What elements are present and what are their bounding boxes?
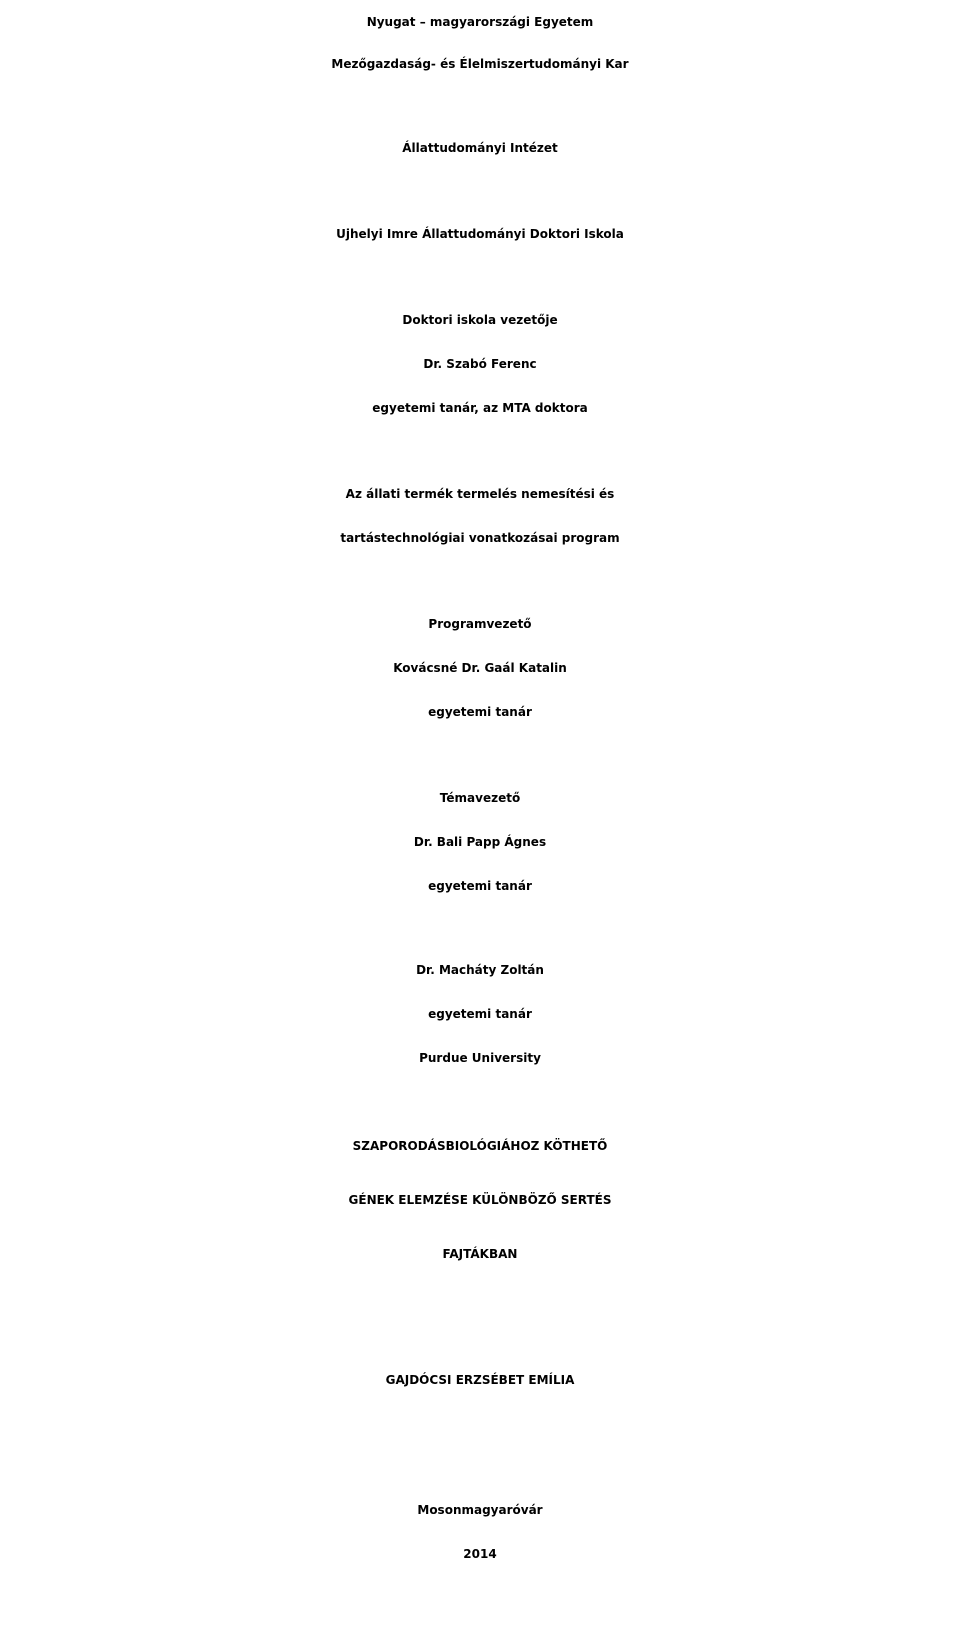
supervisor-role: Témavezető [439, 791, 521, 805]
supervisor-2-name: Dr. Macháty Zoltán [416, 963, 544, 977]
doctoral-school-name: Ujhelyi Imre Állattudományi Doktori Iskola [336, 227, 624, 241]
institute-name: Állattudományi Intézet [402, 141, 558, 155]
thesis-title-line-3: FAJTÁKBAN [442, 1247, 518, 1261]
school-head-role: Doktori iskola vezetője [402, 313, 558, 327]
university-name: Nyugat – magyarországi Egyetem [366, 15, 594, 29]
place: Mosonmagyaróvár [417, 1503, 543, 1517]
author-name: GAJDÓCSI ERZSÉBET EMÍLIA [385, 1373, 575, 1387]
supervisor-2-title: egyetemi tanár [428, 1007, 532, 1021]
school-head-name: Dr. Szabó Ferenc [423, 357, 537, 371]
program-line-1: Az állati termék termelés nemesítési és [345, 487, 615, 501]
supervisor-1-title: egyetemi tanár [428, 879, 532, 893]
school-head-title: egyetemi tanár, az MTA doktora [372, 401, 588, 415]
supervisor-2-affiliation: Purdue University [419, 1051, 541, 1065]
supervisor-1-name: Dr. Bali Papp Ágnes [413, 835, 547, 849]
faculty-name: Mezőgazdaság- és Élelmiszertudományi Kar [331, 57, 629, 71]
program-line-2: tartástechnológiai vonatkozásai program [340, 531, 620, 545]
thesis-title-line-1: SZAPORODÁSBIOLÓGIÁHOZ KÖTHETŐ [352, 1139, 608, 1153]
year: 2014 [463, 1547, 497, 1561]
thesis-title-line-2: GÉNEK ELEMZÉSE KÜLÖNBÖZŐ SERTÉS [348, 1193, 612, 1207]
program-leader-title: egyetemi tanár [428, 705, 532, 719]
program-leader-name: Kovácsné Dr. Gaál Katalin [393, 661, 567, 675]
program-leader-role: Programvezető [428, 617, 532, 631]
